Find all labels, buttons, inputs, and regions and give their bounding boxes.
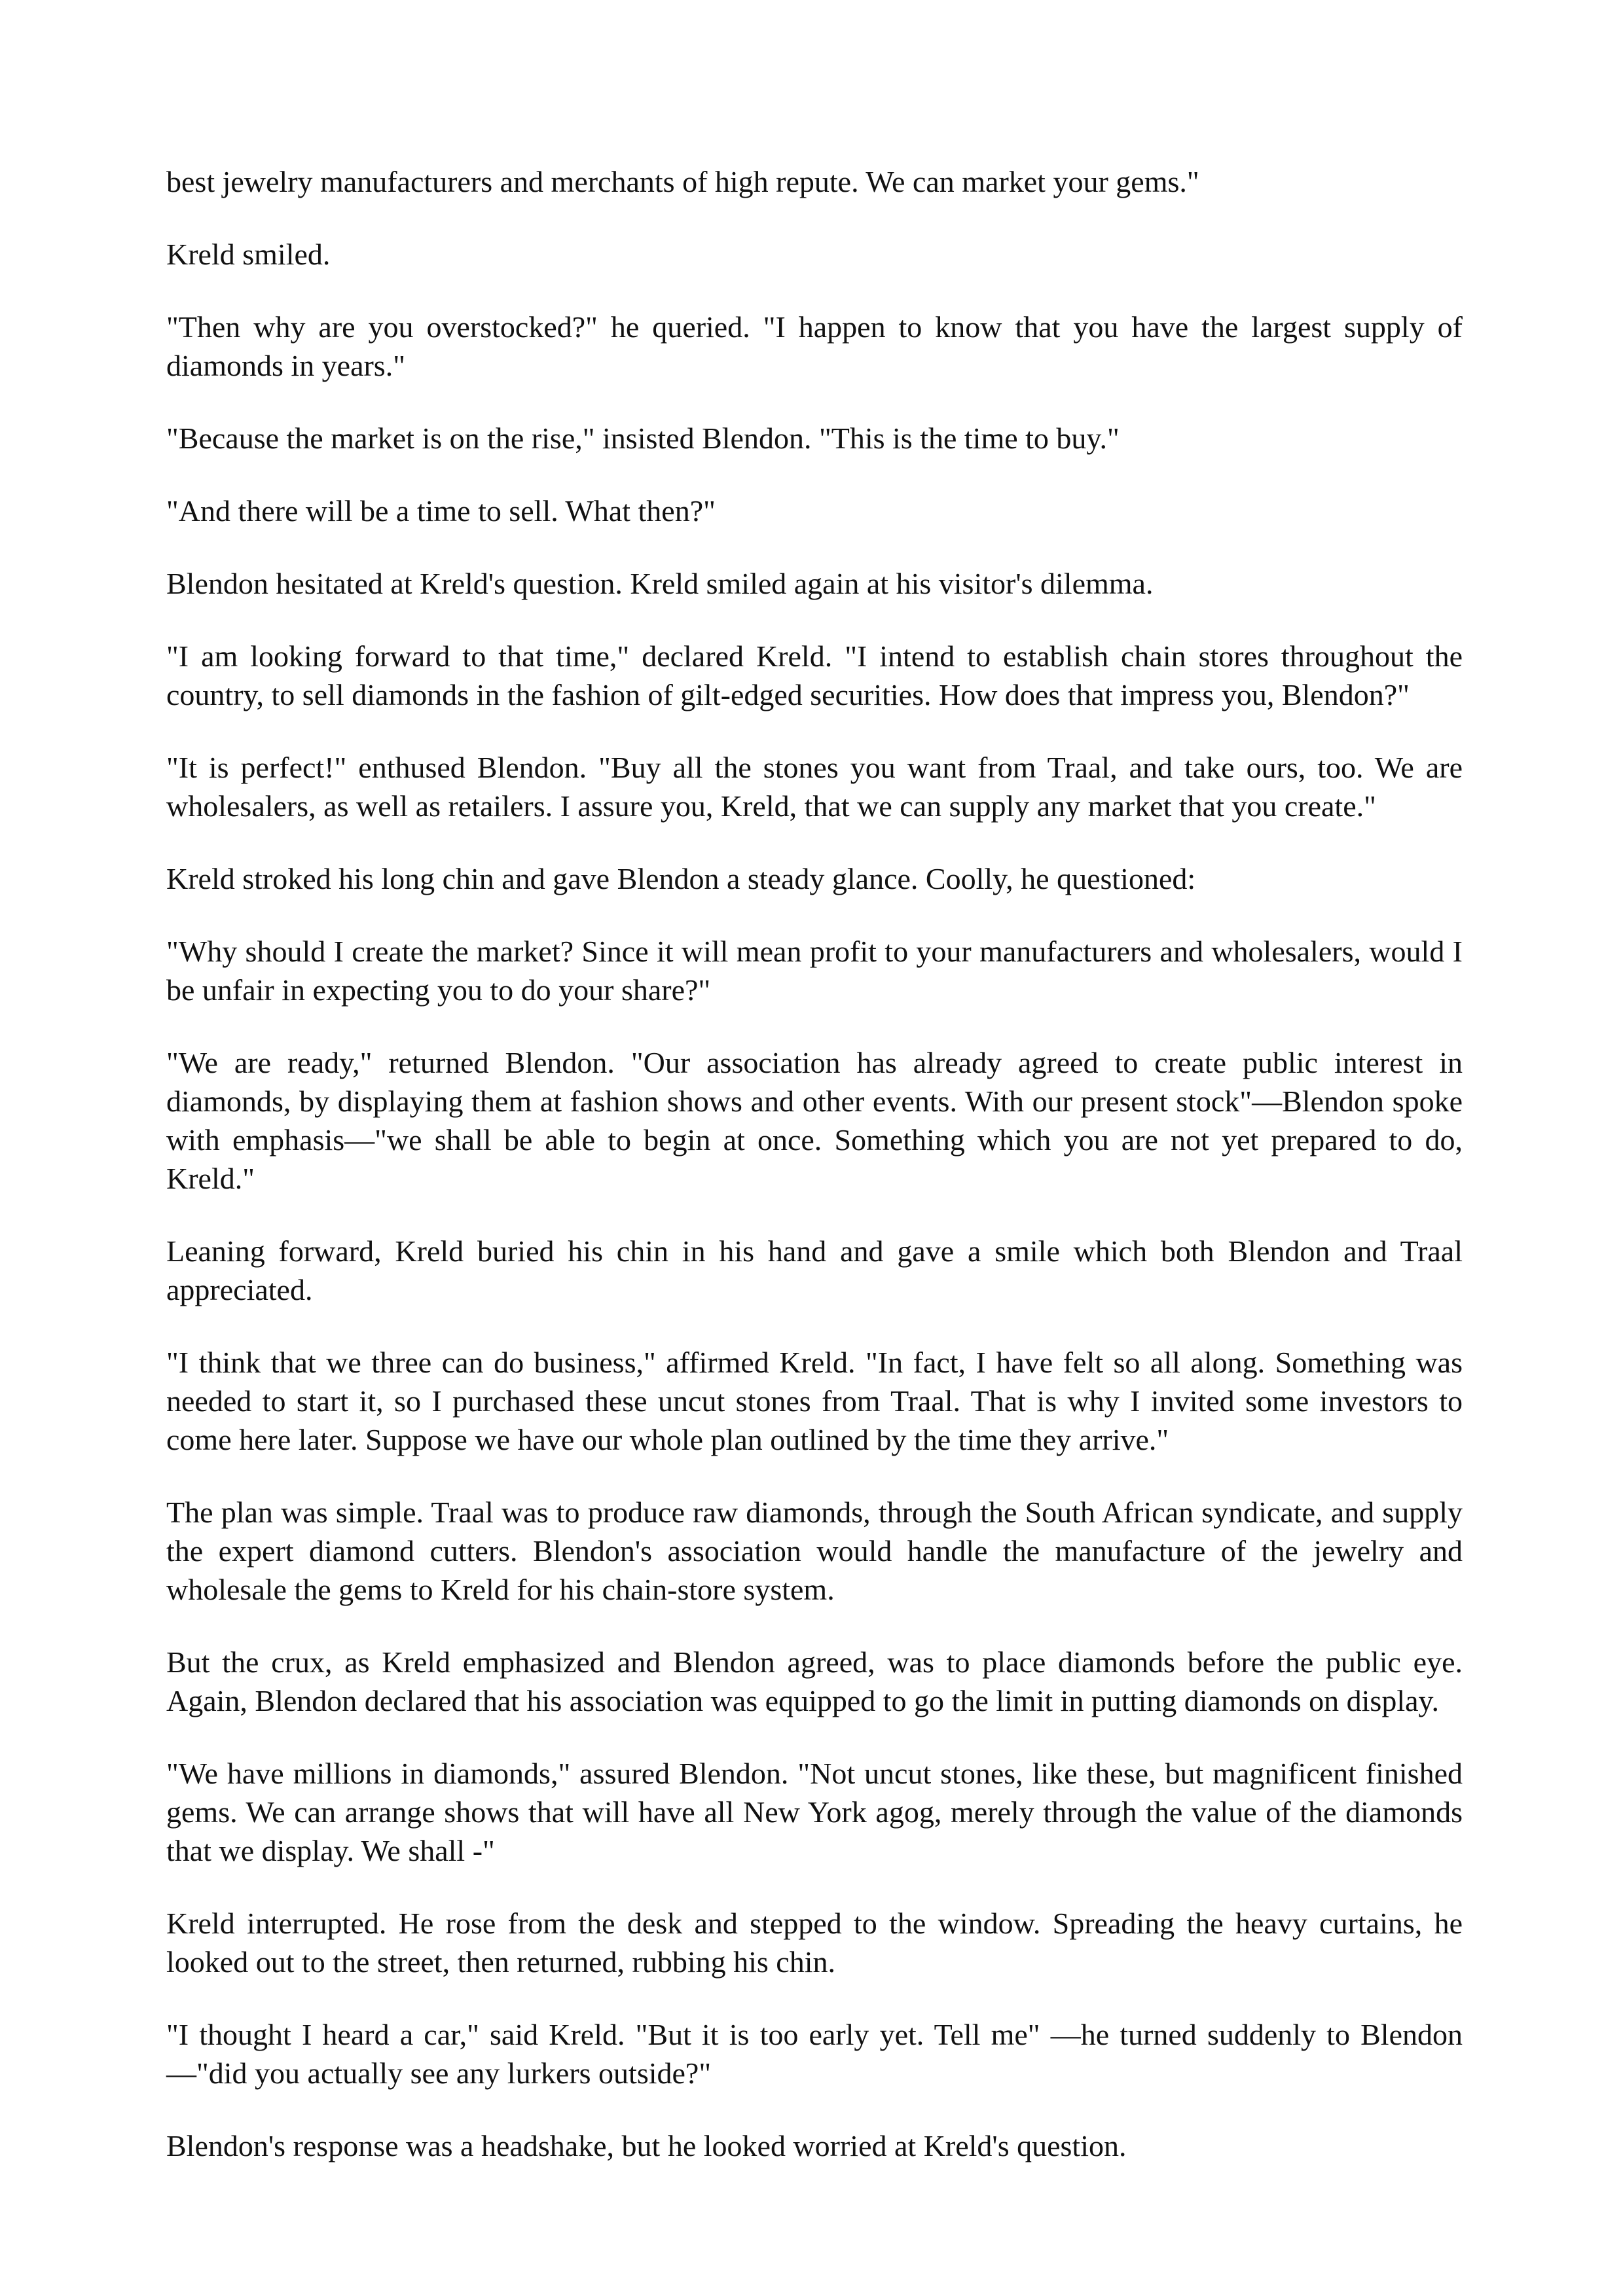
paragraph: "We are ready," returned Blendon. "Our association has already agreed to create public interest in diamonds, by displaying them at fashion shows and other events. With our present stock"—Blendon spoke with emphasis—"we shall be able to begin at once. Something which you are not yet prepared to do, Kreld." xyxy=(166,1046,1463,1195)
paragraph: "It is perfect!" enthused Blendon. "Buy all the stones you want from Traal, and take ours, too. We are wholesalers, as well as retailers. I assure you, Kreld, that we can supply any market that you create." xyxy=(166,751,1463,823)
paragraph: Kreld smiled. xyxy=(166,238,331,271)
paragraph: Blendon's response was a headshake, but he looked worried at Kreld's question. xyxy=(166,2129,1127,2162)
paragraph: Leaning forward, Kreld buried his chin in his hand and gave a smile which both Blendon and Traal appreciated. xyxy=(166,1234,1463,1306)
paragraph: "Why should I create the market? Since it will mean profit to your manufacturers and wholesalers, would I be unfair in expecting you to do your share?" xyxy=(166,935,1463,1007)
paragraph: "I thought I heard a car," said Kreld. "But it is too early yet. Tell me" —he turned suddenly to Blendon—"did you actually see any lurkers outside?" xyxy=(166,2018,1463,2090)
paragraph: "And there will be a time to sell. What then?" xyxy=(166,494,716,528)
paragraph: "Because the market is on the rise," insisted Blendon. "This is the time to buy." xyxy=(166,422,1120,455)
document-page xyxy=(166,162,1463,2199)
paragraph: The plan was simple. Traal was to produce raw diamonds, through the South African syndicate, and supply the expert diamond cutters. Blendon's association would handle the manufacture of the jewelry and wholesale the gems to Kreld for his chain-store system. xyxy=(166,1496,1463,1606)
paragraph: "I am looking forward to that time," declared Kreld. "I intend to establish chain stores throughout the country, to sell diamonds in the fashion of gilt-edged securities. How does that impress you, Blendon?" xyxy=(166,639,1463,711)
paragraph: "Then why are you overstocked?" he queried. "I happen to know that you have the largest supply of diamonds in years." xyxy=(166,310,1463,382)
paragraph: Blendon hesitated at Kreld's question. Kreld smiled again at his visitor's dilemma. xyxy=(166,567,1154,600)
paragraph: "I think that we three can do business," affirmed Kreld. "In fact, I have felt so all along. Something was needed to start it, so I purchased these uncut stones from Traal. That is why I invited some investors to come here later. Suppose we have our whole plan outlined by the time they arrive." xyxy=(166,1346,1463,1456)
paragraph: Kreld stroked his long chin and gave Blendon a steady glance. Coolly, he questioned: xyxy=(166,862,1196,895)
paragraph: best jewelry manufacturers and merchants of high repute. We can market your gems." xyxy=(166,165,1199,198)
paragraph: "We have millions in diamonds," assured Blendon. "Not uncut stones, like these, but magnificent finished gems. We can arrange shows that will have all New York agog, merely through the value of the diamonds that we display. We shall -" xyxy=(166,1757,1463,1867)
paragraph: Kreld interrupted. He rose from the desk and stepped to the window. Spreading the heavy curtains, he looked out to the street, then returned, rubbing his chin. xyxy=(166,1907,1463,1979)
paragraph: But the crux, as Kreld emphasized and Blendon agreed, was to place diamonds before the public eye. Again, Blendon declared that his association was equipped to go the limit in putting diamonds on display. xyxy=(166,1645,1463,1717)
